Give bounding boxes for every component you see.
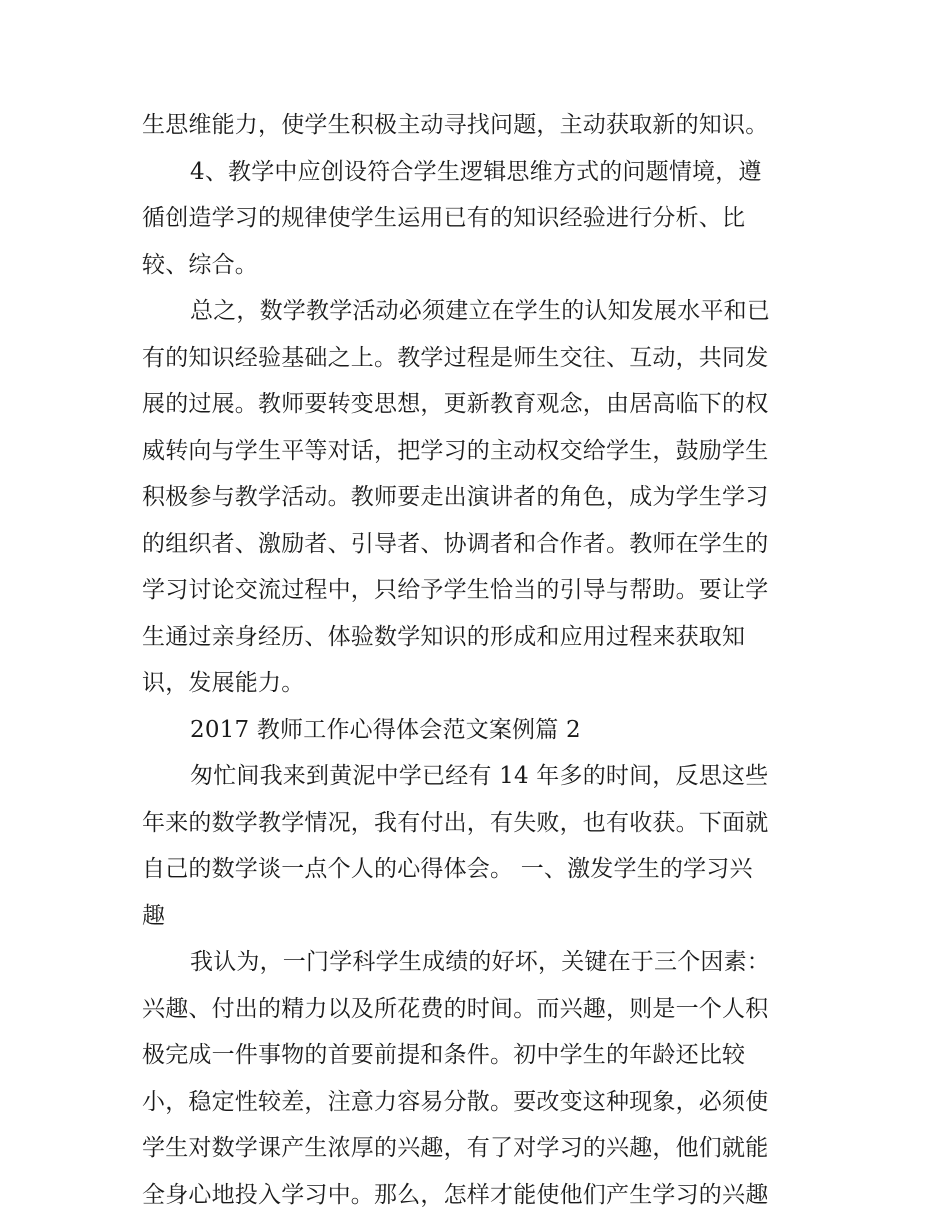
text-line: 积极参与教学活动。教师要走出演讲者的角色，成为学生学习	[142, 484, 769, 510]
text-line: 展的过展。教师要转变思想，更新教育观念，由居高临下的权	[142, 391, 769, 417]
text-line: 生通过亲身经历、体验数学知识的形成和应用过程来获取知	[142, 623, 746, 650]
text-line: 循创造学习的规律使学生运用已有的知识经验进行分析、比	[142, 205, 746, 231]
section-heading: 2017 教师工作心得体会范文案例篇 2	[190, 716, 581, 743]
text-line: 总之，数学教学活动必须建立在学生的认知发展水平和已	[190, 298, 770, 324]
text-line: 小，稳定性较差，注意力容易分散。要改变这种现象，必须使	[142, 1088, 769, 1115]
text-line: 趣	[142, 902, 166, 929]
text-line: 匆忙间我来到黄泥中学已经有 14 年多的时间，反思这些	[190, 763, 769, 789]
text-line: 生思维能力，使学生积极主动寻找问题，主动获取新的知识。	[142, 112, 769, 138]
text-line: 我认为，一门学科学生成绩的好坏，关键在于三个因素：	[190, 949, 770, 975]
text-line: 年来的数学教学情况，我有付出，有失败，也有收获。下面就	[142, 809, 769, 836]
text-line: 学习讨论交流过程中，只给予学生恰当的引导与帮助。要让学	[142, 577, 769, 603]
text-line: 全身心地投入学习中。那么，怎样才能使他们产生学习的兴趣	[142, 1181, 769, 1208]
text-line: 有的知识经验基础之上。教学过程是师生交往、互动，共同发	[142, 344, 769, 371]
text-line: 威转向与学生平等对话，把学习的主动权交给学生，鼓励学生	[142, 437, 769, 464]
text-line: 自己的数学谈一点个人的心得体会。 一、激发学生的学习兴	[142, 856, 753, 882]
text-line: 识，发展能力。	[142, 670, 305, 696]
text-line: 较、综合。	[142, 251, 258, 278]
text-line: 兴趣、付出的精力以及所花费的时间。而兴趣，则是一个人积	[142, 995, 769, 1022]
text-line: 4、教学中应创设符合学生逻辑思维方式的问题情境，遵	[190, 158, 762, 185]
document-body	[142, 102, 822, 1218]
text-line: 学生对数学课产生浓厚的兴趣，有了对学习的兴趣，他们就能	[142, 1135, 769, 1161]
text-line: 的组织者、激励者、引导者、协调者和合作者。教师在学生的	[142, 530, 769, 557]
text-line: 极完成一件事物的首要前提和条件。初中学生的年龄还比较	[142, 1042, 746, 1068]
